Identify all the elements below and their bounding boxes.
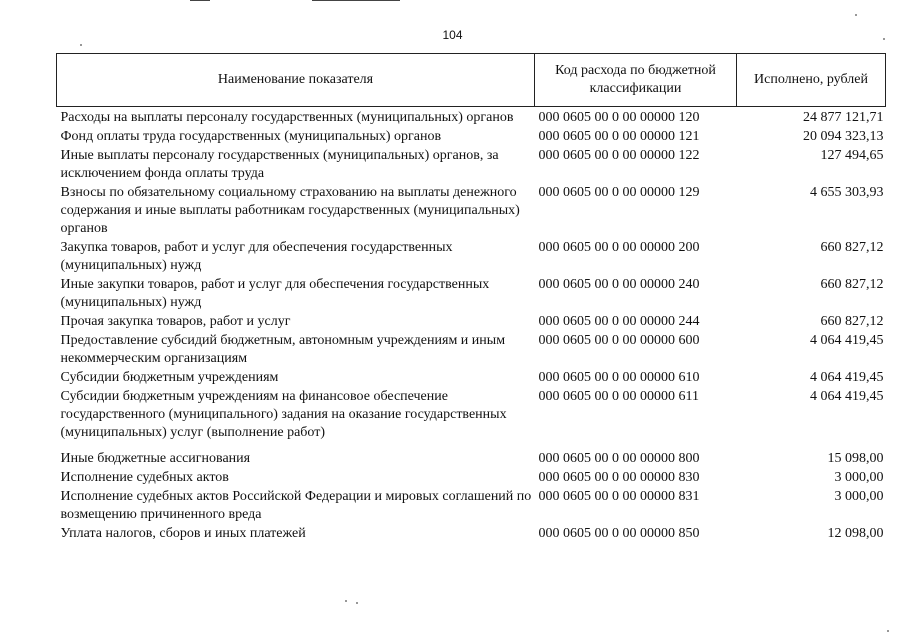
- row-code: 000 0605 00 0 00 00000 129: [538, 185, 700, 200]
- row-code: 000 0605 00 0 00 00000 610: [538, 370, 700, 385]
- scan-speck: [356, 602, 358, 604]
- row-amount: 4 064 419,45: [810, 389, 884, 404]
- row-code: 000 0605 00 0 00 00000 121: [538, 129, 700, 144]
- row-amount: 127 494,65: [820, 148, 884, 163]
- scan-speck: [80, 44, 82, 46]
- scan-speck: [855, 14, 857, 16]
- row-name: Предоставление субсидий бюджетным, автономным учреждениям и иным некоммерческим организациям: [60, 333, 506, 366]
- header-indicator-name: Наименование показателя: [57, 54, 535, 107]
- row-code: 000 0605 00 0 00 00000 850: [538, 526, 700, 541]
- scan-speck: [887, 630, 889, 632]
- table-row: [57, 147, 886, 184]
- scan-edge-line: [190, 0, 210, 1]
- table-row: [57, 525, 886, 544]
- row-code: 000 0605 00 0 00 00000 611: [538, 389, 699, 404]
- table-row: [57, 369, 886, 388]
- table-row: [57, 443, 886, 469]
- table-row: [57, 239, 886, 276]
- row-code: 000 0605 00 0 00 00000 122: [538, 148, 700, 163]
- row-name: Расходы на выплаты персоналу государственных (муниципальных) органов: [60, 110, 514, 125]
- row-amount: 660 827,12: [820, 240, 884, 255]
- table-row: [57, 313, 886, 332]
- table-row: [57, 388, 886, 443]
- scan-speck: [883, 38, 885, 40]
- row-name: Иные бюджетные ассигнования: [60, 451, 251, 466]
- row-name: Иные закупки товаров, работ и услуг для обеспечения государственных (муниципальных) нужд: [60, 277, 490, 310]
- row-code: 000 0605 00 0 00 00000 244: [538, 314, 700, 329]
- table-row: [57, 276, 886, 313]
- row-name: Исполнение судебных актов Российской Федерации и мировых соглашений по возмещению причиненного вреда: [60, 489, 532, 522]
- row-code: 000 0605 00 0 00 00000 240: [538, 277, 700, 292]
- row-name: Субсидии бюджетным учреждениям на финансовое обеспечение государственного (муниципального) задания на оказание государственных (муниципальных) услуг (выполнение работ): [60, 389, 507, 440]
- header-budget-code: Код расхода по бюджетной классификации: [535, 54, 737, 107]
- scan-speck: [345, 600, 347, 602]
- row-name: Взносы по обязательному социальному страхованию на выплаты денежного содержания и иные выплаты работникам государственных (муниципальных) органов: [60, 185, 520, 236]
- row-code: 000 0605 00 0 00 00000 831: [538, 489, 700, 504]
- row-amount: 4 064 419,45: [810, 370, 884, 385]
- row-amount: 20 094 323,13: [803, 129, 884, 144]
- row-code: 000 0605 00 0 00 00000 830: [538, 470, 700, 485]
- row-name: Исполнение судебных актов: [60, 470, 229, 485]
- row-name: Фонд оплаты труда государственных (муниципальных) органов: [60, 129, 442, 144]
- row-amount: 15 098,00: [827, 451, 884, 466]
- row-name: Уплата налогов, сборов и иных платежей: [60, 526, 306, 541]
- header-executed-amount: Исполнено, рублей: [737, 54, 886, 107]
- expenditure-table: [56, 53, 886, 544]
- row-amount: 12 098,00: [827, 526, 884, 541]
- table-row: [57, 332, 886, 369]
- scan-edge-line: [312, 0, 400, 1]
- row-name: Иные выплаты персоналу государственных (муниципальных) органов, за исключением фонда оплаты труда: [60, 148, 499, 181]
- row-amount: 24 877 121,71: [803, 110, 884, 125]
- table-row: [57, 469, 886, 488]
- row-amount: 660 827,12: [820, 314, 884, 329]
- row-amount: 3 000,00: [834, 470, 884, 485]
- table-row: [57, 128, 886, 147]
- row-amount: 660 827,12: [820, 277, 884, 292]
- row-code: 000 0605 00 0 00 00000 120: [538, 110, 700, 125]
- row-amount: 3 000,00: [834, 489, 884, 504]
- row-amount: 4 064 419,45: [810, 333, 884, 348]
- row-amount: 4 655 303,93: [810, 185, 884, 200]
- table-row: [57, 488, 886, 525]
- table-header-row: [57, 54, 886, 107]
- table-row: [57, 184, 886, 239]
- row-name: Прочая закупка товаров, работ и услуг: [60, 314, 291, 329]
- row-code: 000 0605 00 0 00 00000 800: [538, 451, 700, 466]
- table-row: [57, 107, 886, 129]
- page-number: 104: [442, 28, 463, 42]
- row-name: Субсидии бюджетным учреждениям: [60, 370, 279, 385]
- row-code: 000 0605 00 0 00 00000 200: [538, 240, 700, 255]
- row-name: Закупка товаров, работ и услуг для обеспечения государственных (муниципальных) нужд: [60, 240, 453, 273]
- row-code: 000 0605 00 0 00 00000 600: [538, 333, 700, 348]
